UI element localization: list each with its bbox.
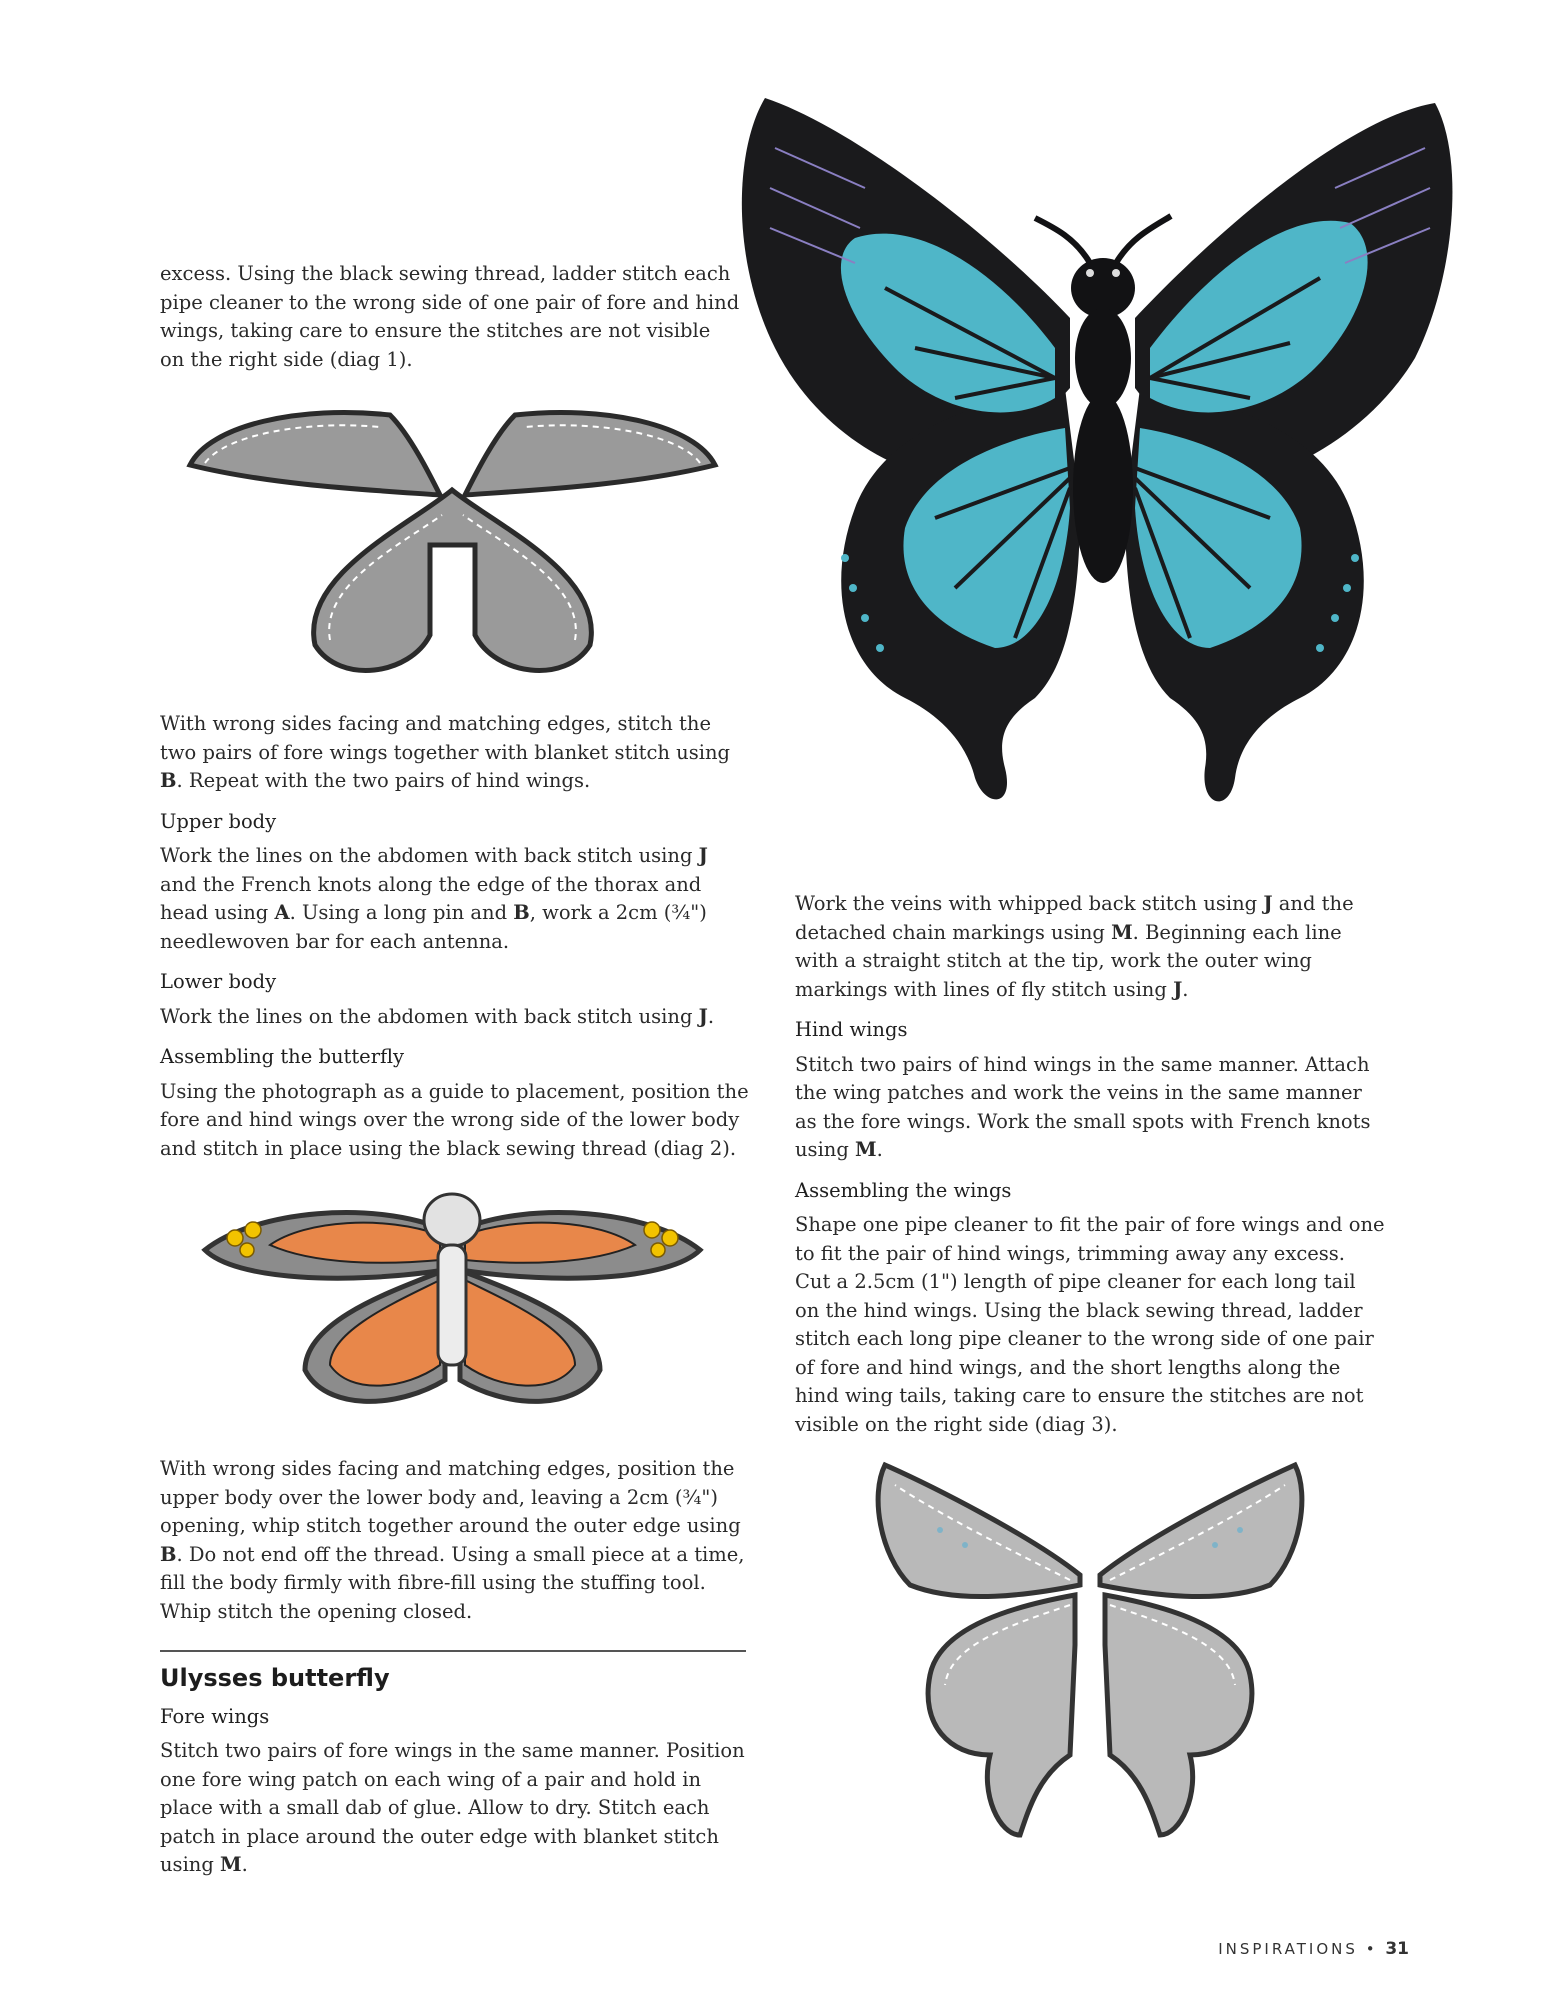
left-column [160,260,740,386]
diagram-2 [195,1170,710,1420]
left-paragraph-3: Work the lines on the abdomen with back stitch using J and the French knots along the edge of the thorax and head using A. Using a long pin and B, work a 2cm (¾") needlewoven bar for each antenna. [160,844,708,953]
lower-body-heading: Lower body [160,970,277,993]
right-paragraph-3: Shape one pipe cleaner to fit the pair of fore wings and one to fit the pair of hind wings, trimming away any excess. Cut a 2.5cm (1") length of pipe cleaner for each long tail on the hind wings. Using the black sewing thread, ladder stitch each long pipe cleaner to the wrong side of one pair of fore and hind wings, and the short lengths along the hind wing tails, taking care to ensure the stitches are not visible on the right side (diag 3). [795,1213,1385,1436]
footer-separator: • [1365,1940,1378,1958]
left-column-lower [160,1455,750,1638]
diagram-3 [870,1455,1310,1855]
hind-wings-heading: Hind wings [795,1018,908,1041]
assembling-butterfly-heading: Assembling the butterfly [160,1045,405,1068]
left-paragraph-5: Using the photograph as a guide to placement, position the fore and hind wings over the wrong side of the lower body and stitch in place using the black sewing thread (diag 2). [160,1079,749,1160]
left-paragraph-4: Work the lines on the abdomen with back stitch using J. [160,1004,715,1028]
right-paragraph-1: Work the veins with whipped back stitch using J and the detached chain markings using M. Beginning each line with a straight stitch at the tip, work the outer wing markings with lines of fly stitch using J. [795,892,1354,1001]
left-paragraph-1: excess. Using the black sewing thread, ladder stitch each pipe cleaner to the wrong side of one pair of fore and hind wings, taking care to ensure the stitches are not visible on the right side (diag 1). [160,262,740,371]
diagram-1 [180,395,725,695]
section-title: Ulysses butterfly [160,1664,390,1692]
left-paragraph-6: With wrong sides facing and matching edges, position the upper body over the lower body and, leaving a 2cm (¾") opening, whip stitch together around the outer edge using B. Do not end off the thread. Using a small piece at a time, fill the body firmly with fibre-fill using the stuffing tool. Whip stitch the opening closed. [160,1457,745,1623]
upper-body-heading: Upper body [160,809,277,833]
page-number: 31 [1385,1939,1409,1959]
assembling-wings-heading: Assembling the wings [795,1178,1012,1202]
page-footer [1218,1939,1409,1959]
right-paragraph-2: Stitch two pairs of hind wings in the same manner. Attach the wing patches and work the veins in the same manner as the fore wings. Work the small spots with French knots using M. [795,1052,1371,1161]
footer-section-label: INSPIRATIONS [1218,1940,1358,1958]
left-paragraph-7: Stitch two pairs of fore wings in the same manner. Position one fore wing patch on each wing of a pair and hold in place with a small dab of glue. Allow to dry. Stitch each patch in place around the outer edge with blanket stitch using M. [160,1739,745,1876]
fore-wings-heading: Fore wings [160,1704,270,1728]
right-column [795,890,1385,1451]
section-divider [160,1650,746,1652]
left-column-mid [160,710,750,1175]
left-paragraph-2: With wrong sides facing and matching edges, stitch the two pairs of fore wings together with blanket stitch using B. Repeat with the two pairs of hind wings. [160,712,730,792]
left-column-bottom [160,1664,750,1892]
ulysses-butterfly-photo [735,88,1470,858]
